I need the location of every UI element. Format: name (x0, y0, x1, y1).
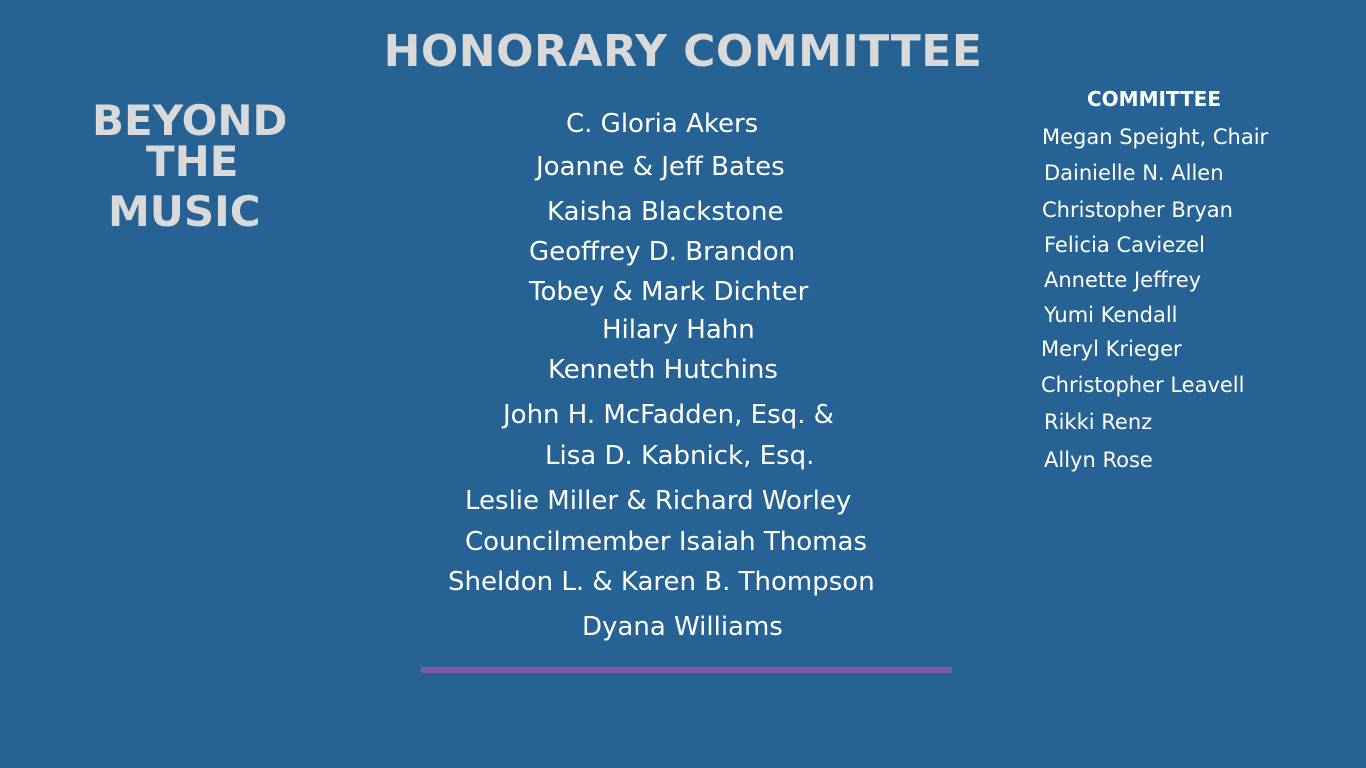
committee-member: Christopher Bryan (1042, 198, 1233, 222)
honorary-name: Tobey & Mark Dichter (529, 277, 809, 307)
committee-member: Allyn Rose (1044, 448, 1153, 472)
honorary-name: Joanne & Jeff Bates (536, 152, 785, 182)
committee-member: Yumi Kendall (1044, 303, 1178, 327)
brand-line-2: THE (146, 137, 239, 186)
divider-line (421, 667, 952, 673)
committee-member: Christopher Leavell (1041, 373, 1245, 397)
brand-line-1: BEYOND (92, 96, 288, 145)
honorary-name: C. Gloria Akers (566, 109, 759, 139)
honorary-name: Leslie Miller & Richard Worley (465, 486, 852, 516)
committee-member: Meryl Krieger (1041, 337, 1182, 361)
honorary-name: Sheldon L. & Karen B. Thompson (448, 567, 875, 597)
honorary-name: Lisa D. Kabnick, Esq. (545, 441, 815, 471)
honorary-name: Dyana Williams (582, 612, 783, 642)
committee-member: Felicia Caviezel (1044, 233, 1205, 257)
honorary-name: Councilmember Isaiah Thomas (465, 527, 867, 557)
page-heading: HONORARY COMMITTEE (383, 26, 983, 77)
committee-title: COMMITTEE (1087, 87, 1221, 111)
committee-member: Rikki Renz (1044, 410, 1153, 434)
honorary-name: Geoffrey D. Brandon (529, 237, 796, 267)
honorary-name: Kenneth Hutchins (548, 355, 778, 385)
honorary-name: Hilary Hahn (602, 315, 755, 345)
honorary-name: Kaisha Blackstone (547, 197, 784, 227)
committee-member: Dainielle N. Allen (1044, 161, 1224, 185)
committee-member: Annette Jeffrey (1044, 268, 1202, 292)
committee-member: Megan Speight, Chair (1042, 125, 1269, 149)
brand-line-3: MUSIC (108, 187, 261, 236)
honorary-name: John H. McFadden, Esq. & (503, 400, 834, 430)
